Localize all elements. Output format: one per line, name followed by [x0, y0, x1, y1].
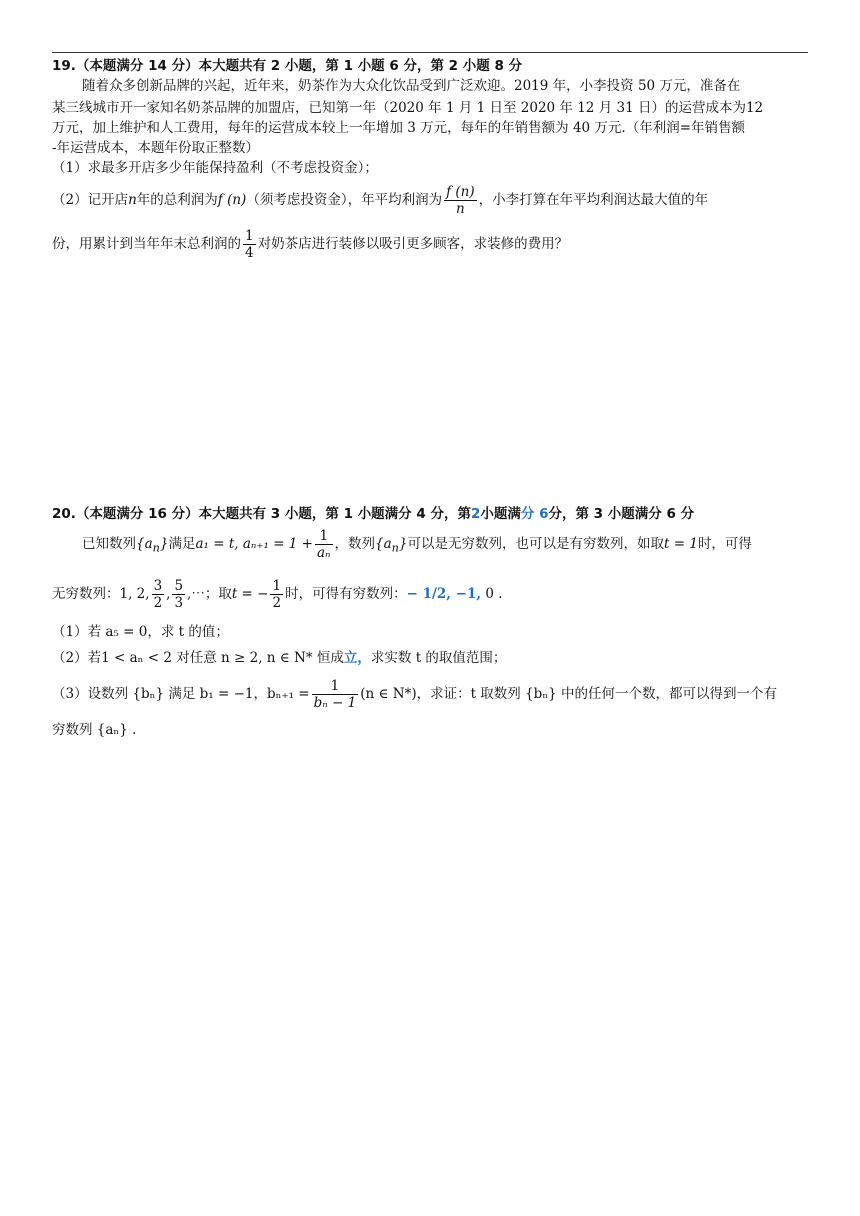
finite-sequence-end: 0 . [481, 586, 503, 602]
q19-part2-n: n [128, 192, 137, 208]
q20-intro-d: 可以是无穷数列，也可以是有穷数列，如取 [407, 536, 665, 552]
q20-intro-line2: 无穷数列：1, 2, $\frac{3}{2}$ , $\frac{5}{3}$ ,⋯；取t = − $\frac{1}{2}$ 时，可得有穷数列：− 1/2, −1, 0 . [52, 578, 503, 611]
b-recurrence-fraction [312, 678, 359, 711]
seq-a-close: } [159, 536, 169, 552]
q19-part2-fn: f (n) [217, 192, 247, 208]
fraction-3-2 [152, 578, 165, 611]
q19-title: 19.（本题满分 14 分）本大题共有 2 小题，第 1 小题 6 分，第 2 小题 8 分 [52, 58, 523, 74]
q20-part2 [52, 648, 506, 668]
fraction-denominator: 2 [153, 595, 163, 611]
seq-a-n [136, 536, 169, 555]
q20-title-smudge-1: 2 [470, 506, 481, 522]
seq-a-sub: n [152, 541, 160, 555]
recurrence-fraction [315, 528, 333, 561]
q20-title-smudge-2: 分 6 [520, 506, 549, 522]
fraction-5-3 [172, 578, 185, 611]
q19-average-profit-fraction [444, 184, 477, 217]
q19-part2-line2 [52, 226, 568, 262]
q19-quarter-fraction [243, 228, 256, 261]
t-equals-neg-half: t = − [231, 586, 269, 602]
fraction-numerator: 3 [153, 578, 163, 594]
fraction-numerator: 1 [312, 678, 359, 695]
q20-part3-line2: 穷数列 {aₙ} . [52, 722, 137, 738]
q20-line2-b: ,⋯；取 [187, 586, 232, 602]
fraction-numerator: 1 [315, 528, 333, 545]
fraction-denominator: 4 [245, 245, 254, 261]
q19-intro-line1: 随着众多创新品牌的兴起，近年来，奶茶作为大众化饮品受到广泛欢迎。2019 年，小李投资 50 万元，准备在 [82, 78, 741, 94]
q20-intro-a: 已知数列 [82, 536, 136, 552]
q20-part1: （1）若 a₅ = 0，求 t 的值； [52, 624, 229, 640]
fraction-numerator: 5 [174, 578, 184, 594]
seq-a-open: {a [136, 536, 153, 552]
q19-part1: （1）求最多开店多少年能保持盈利（不考虑投资金）； [52, 160, 378, 176]
finite-sequence-smudged: − 1/2, −1, [406, 586, 482, 602]
q20-title [52, 504, 694, 524]
fraction-numerator: f (n) [446, 184, 475, 200]
fraction-denominator: 3 [174, 595, 184, 611]
t-equals-1: t = 1 [664, 536, 698, 552]
fraction-numerator: 1 [245, 228, 254, 244]
q20-intro-line1 [82, 526, 752, 567]
q19-intro-line3: 万元，加上维护和人工费用，每年的运营成本较上一年增加 3 万元，每年的年销售额为 40 万元.（年利润=年销售额 [52, 120, 746, 136]
q20-intro-e: 时，可得 [697, 536, 752, 552]
q20-title-b: 小题满 [480, 506, 521, 522]
q20-title-c: 分，第 3 小题满分 6 分 [548, 506, 695, 522]
fraction-numerator: 1 [272, 578, 282, 594]
q20-part3-line1 [52, 674, 777, 714]
q19-intro-line4: -年运营成本，本题年份取正整数） [52, 140, 260, 156]
seq-a-n-2: $\{a_n\}$ [375, 536, 408, 555]
q20-part2-smudge: 立， [343, 650, 371, 666]
top-rule [52, 52, 808, 53]
q19-intro-line2: 某三线城市开一家知名奶茶品牌的加盟店，已知第一年（2020 年 1 月 1 日至 2020 年 12 月 31 日）的运营成本为12 [52, 100, 764, 116]
q19-part2-text-b: 年的总利润为 [136, 192, 218, 208]
fraction-1-2 [270, 578, 283, 611]
q19-part2-line2-b: 对奶茶店进行装修以吸引更多顾客，求装修的费用？ [257, 236, 569, 252]
q20-line2-c: 时，可得有穷数列： [285, 586, 407, 602]
recurrence-definition: a₁ = t, aₙ₊₁ = 1 + [195, 536, 313, 552]
q19-part2-text-a: （2）记开店 [52, 192, 129, 208]
q19-part2-line2-a: 份，用累计到当年年末总利润的 [52, 236, 241, 252]
q20-line2-a: 无穷数列：1, 2, [52, 586, 150, 602]
q20-part2-b: 求实数 t 的取值范围； [370, 650, 507, 666]
q20-part3-b: (n ∈ N*)，求证：t 取数列 {bₙ} 中的任何一个数，都可以得到一个有 [360, 686, 778, 702]
q20-part2-a: （2）若1 < aₙ < 2 对任意 n ≥ 2, n ∈ N* 恒成 [52, 650, 344, 666]
q19-part2-line1 [52, 182, 708, 218]
q20-intro-b: 满足 [168, 536, 196, 552]
q20-part3-a: （3）设数列 {bₙ} 满足 b₁ = −1，bₙ₊₁ = [52, 686, 310, 702]
fraction-denominator: n [455, 201, 465, 217]
q19-part2-text-c: （须考虑投资金），年平均利润为 [246, 192, 443, 208]
q19-part2-text-d: ，小李打算在年平均利润达最大值的年 [478, 192, 709, 208]
fraction-denominator: bₙ − 1 [313, 695, 357, 711]
fraction-denominator: aₙ [317, 545, 331, 561]
fraction-denominator: 2 [272, 595, 282, 611]
q20-intro-c: ，数列 [334, 536, 376, 552]
q20-title-a: 20.（本题满分 16 分）本大题共有 3 小题，第 1 小题满分 4 分，第 [52, 506, 471, 522]
